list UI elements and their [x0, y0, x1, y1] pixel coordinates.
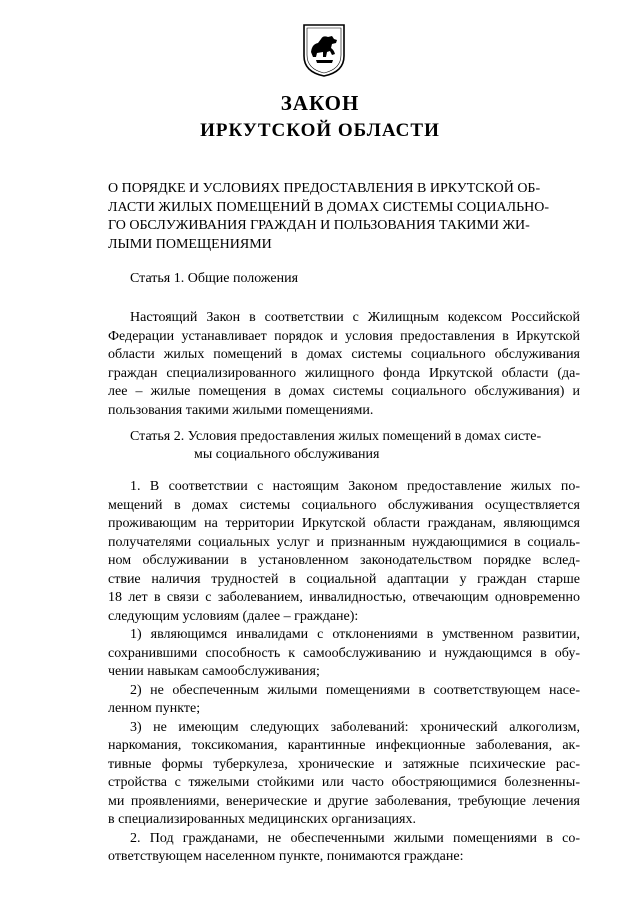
text-line: 2. Под гражданами, не обеспеченными жилыми помещениями в со-	[130, 830, 580, 846]
text-line: 3) не имеющим следующих заболеваний: хронический алкоголизм,	[130, 719, 580, 735]
text-line: ном обслуживании в установленном законодательством порядке вслед-	[108, 553, 580, 568]
heading-line: ЛАСТИ ЖИЛЫХ ПОМЕЩЕНИЙ В ДОМАХ СИСТЕМЫ СОЦИАЛЬНО-	[108, 199, 550, 215]
document-subtitle: ИРКУТСКОЙ ОБЛАСТИ	[200, 120, 440, 141]
article-2-title-cont: мы социального обслуживания	[194, 447, 380, 462]
text-line: получателями социальных услуг и признанным нуждающимися в социаль-	[108, 534, 580, 550]
heading-line: О ПОРЯДКЕ И УСЛОВИЯХ ПРЕДОСТАВЛЕНИЯ В ИРКУТСКОЙ ОБ-	[108, 181, 541, 196]
article-2-title: Статья 2. Условия предоставления жилых помещений в домах систе-	[130, 429, 542, 444]
text-line: 1. В соответствии с настоящим Законом предоставление жилых по-	[130, 479, 580, 494]
text-line: чении навыкам самообслуживания;	[108, 664, 320, 679]
text-line: ленном пункте;	[108, 701, 201, 716]
text-line: следующим условиям (далее – граждане):	[108, 608, 359, 624]
heading-line: ГО ОБСЛУЖИВАНИЯ ГРАЖДАН И ПОЛЬЗОВАНИЯ ТАКИМИ ЖИ-	[108, 218, 530, 233]
article-1-title: Статья 1. Общие положения	[130, 271, 299, 286]
text-line: в специализированных медицинских организациях.	[108, 812, 416, 827]
text-line: 18 лет в связи с заболеванием, инвалидностью, отвечающим одновременно	[108, 590, 580, 605]
text-line: стройства с тяжелыми стойкими или часто обостряющимися болезненны-	[108, 775, 580, 790]
text-line: тивные формы туберкулеза, хронические и затяжные психические рас-	[108, 756, 580, 772]
text-line: области жилых помещений в домах системы социального обслуживания	[108, 347, 580, 362]
text-line: 1) являющимся инвалидами с отклонениями в умственном развитии,	[130, 627, 580, 642]
article-2-text	[108, 478, 580, 867]
text-line: 2) не обеспеченным жилыми помещениями в соответствующем насе-	[130, 682, 580, 698]
law-heading	[108, 180, 580, 254]
text-line: ответствующем населенном пункте, понимаются граждане:	[108, 849, 464, 864]
text-line: граждан специализированного жилищного фонда Иркутской области (да-	[108, 365, 580, 381]
document-title: ЗАКОН	[280, 91, 360, 115]
text-line: лее – жилые помещения в домах системы социального обслуживания) и	[108, 384, 580, 399]
coat-of-arms-icon	[301, 22, 347, 78]
text-line: ствие наличия трудностей в социальной адаптации у граждан старше	[108, 571, 580, 587]
text-line: мещений в домах системы социального обслуживания осуществляется	[108, 497, 580, 513]
heading-line: ЛЫМИ ПОМЕЩЕНИЯМИ	[108, 236, 272, 252]
article-1-text	[108, 309, 580, 420]
text-line: сохранившими способность к самообслуживанию и нуждающимся в обу-	[108, 645, 580, 661]
text-line: наркомания, токсикомания, карантинные инфекционные заболевания, ак-	[108, 738, 580, 753]
text-line: пользования такими жилыми помещениями.	[108, 402, 374, 418]
text-line: Федерации устанавливает порядок и условия предоставления в Иркутской	[108, 328, 580, 344]
text-line: Настоящий Закон в соответствии с Жилищным кодексом Российской	[130, 310, 580, 325]
text-line: проживающим на территории Иркутской области гражданам, являющимся	[108, 516, 580, 531]
text-line: ми проявлениями, венерические и другие заболевания, требующие лечения	[108, 793, 580, 809]
